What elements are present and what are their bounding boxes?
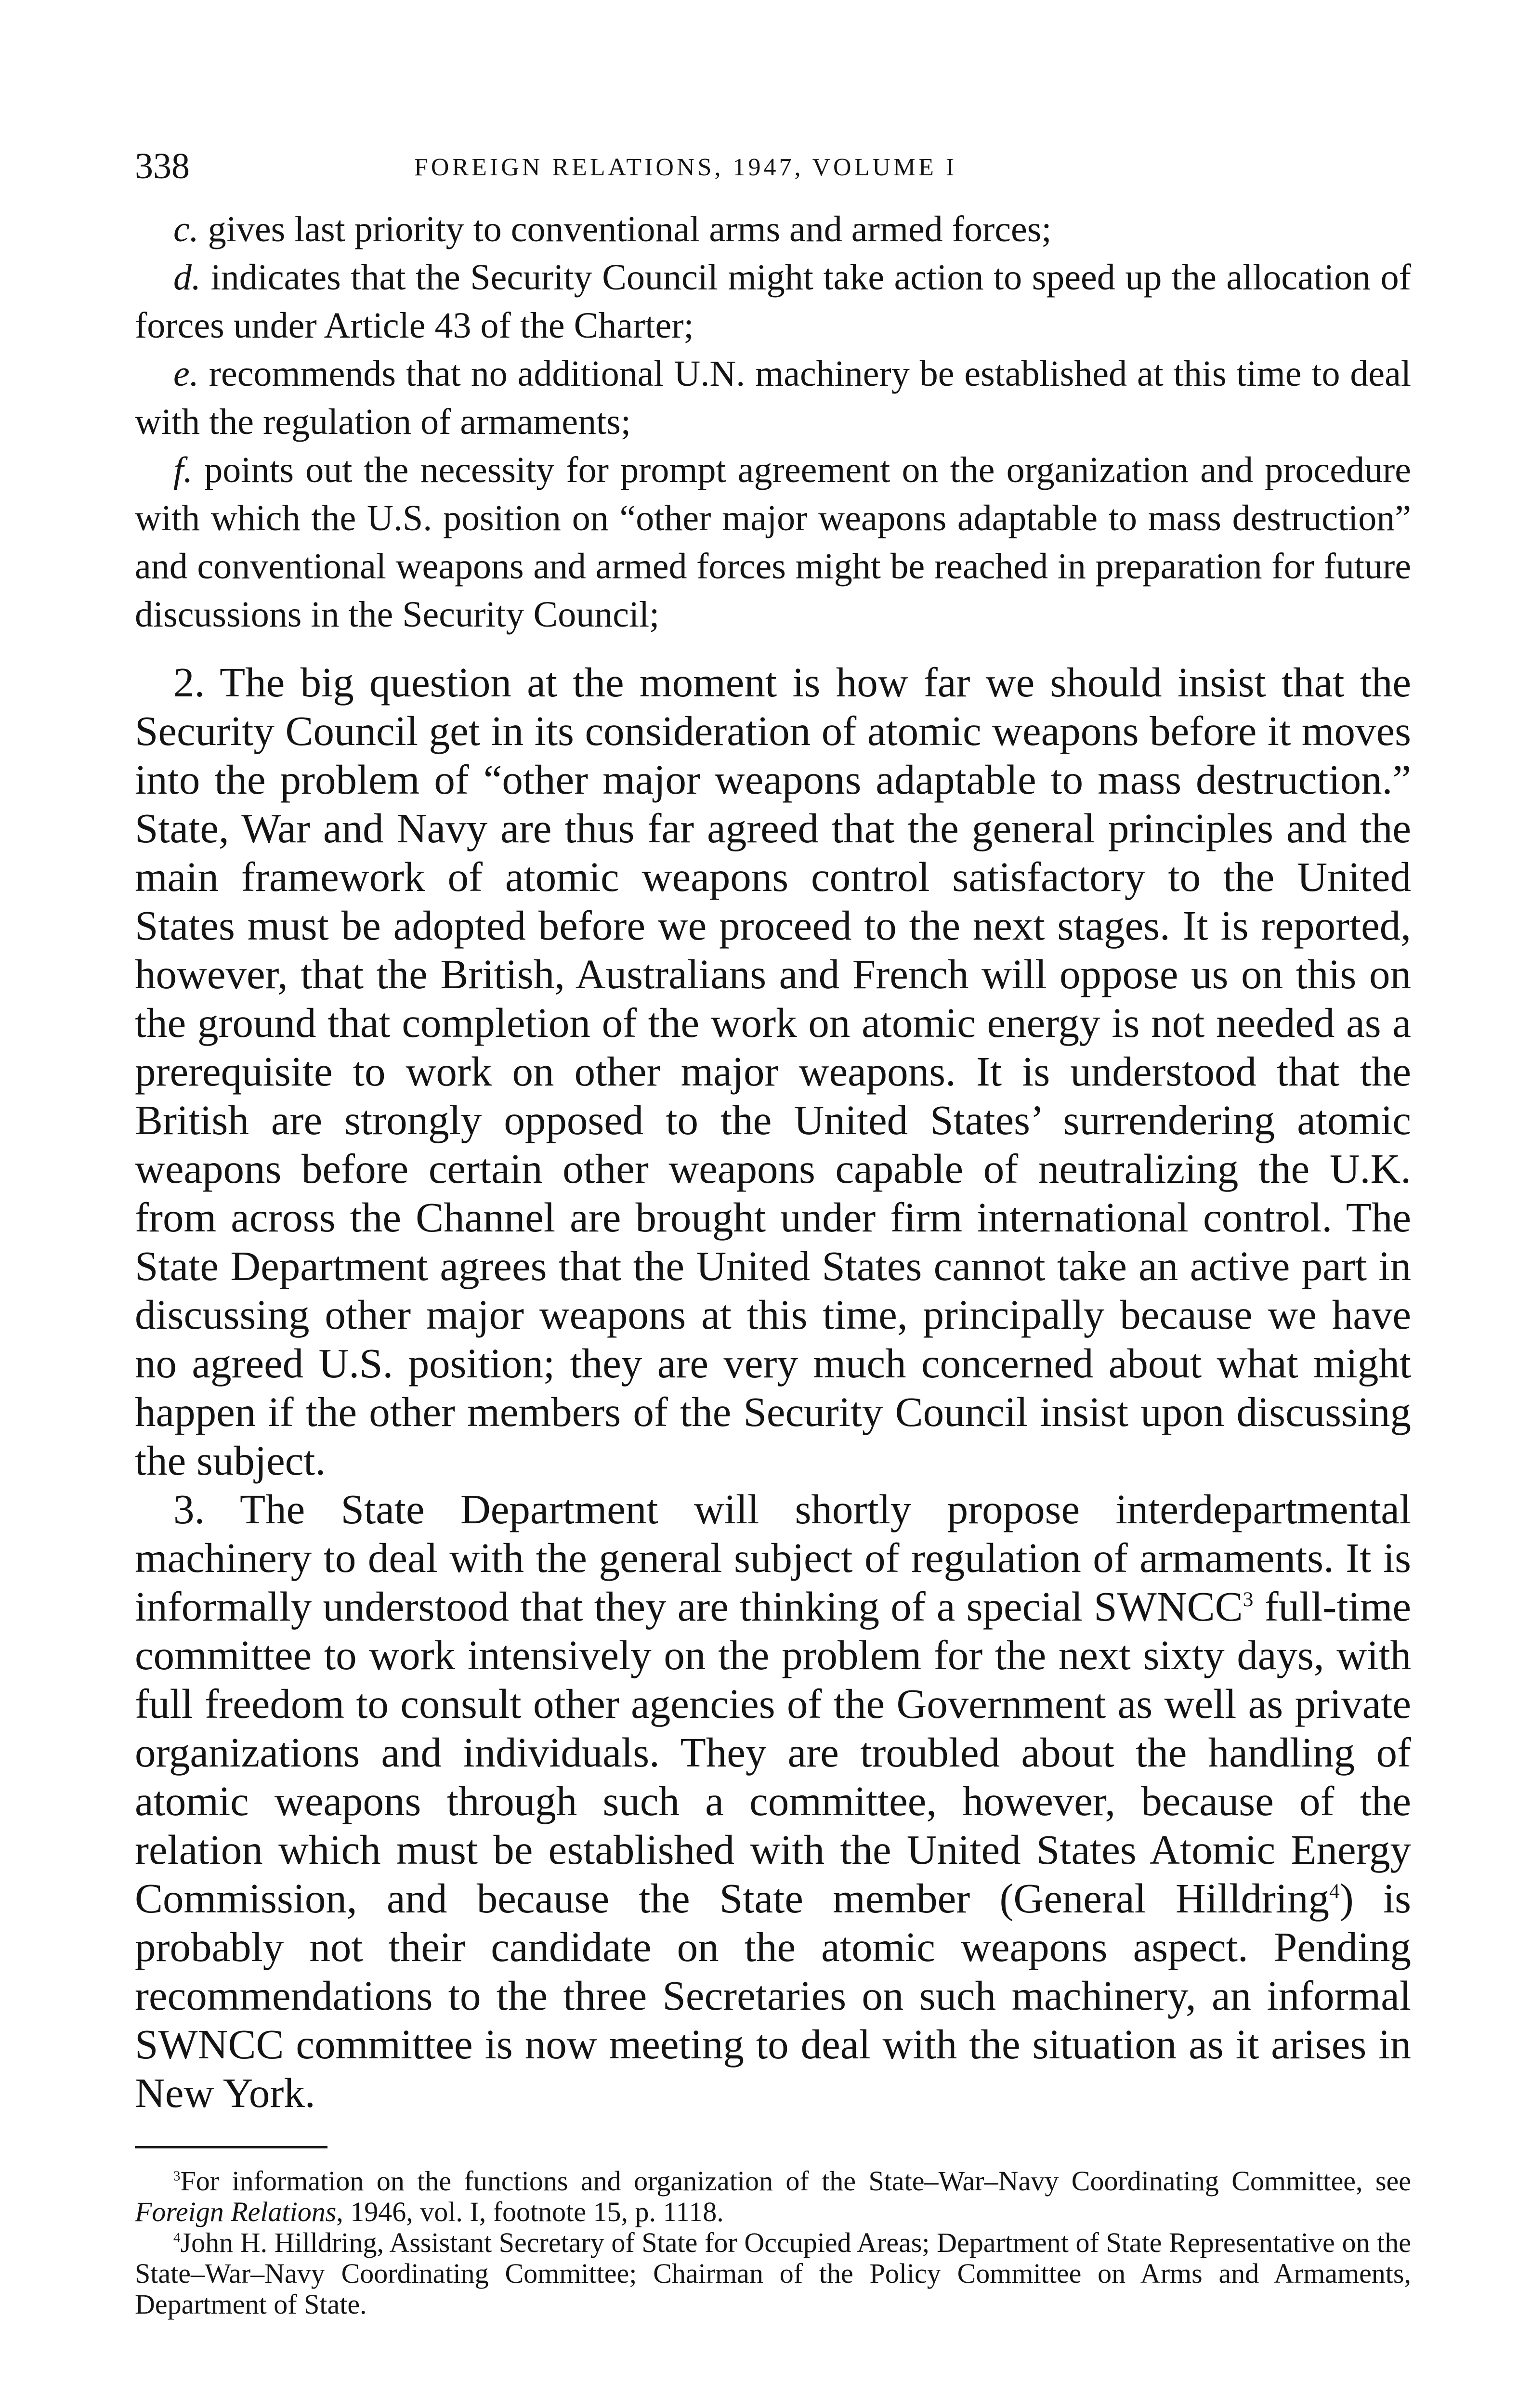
list-item-letter: c. <box>173 209 199 249</box>
list-item-text: indicates that the Security Council might take action to speed up the allocation of forces under Article 43 of the Charter; <box>135 257 1411 346</box>
footnote-ref-4[interactable]: 4 <box>1329 1880 1340 1903</box>
paragraph-3-text: 3. The State Department will shortly propose interdepartmental machinery to deal with the general subject of regulation of armaments. It is informally understood that they are thinking of a special SWNCC <box>135 1486 1411 1630</box>
footnote-marker: 3 <box>173 2168 181 2184</box>
list-item-text: gives last priority to conventional arms and armed forces; <box>198 209 1052 249</box>
list-item-letter: d. <box>173 257 201 298</box>
paragraph-3-text: full-time committee to work intensively on the problem for the next sixty days, with full freedom to consult other agencies of the Government as well as private organizations and individuals. They are troubled about the handling of atomic weapons through such a committee, however, because of the relation which must be established with the United States Atomic Energy Commission, and because the State member (General Hilldring <box>135 1583 1411 1922</box>
footnote-3 <box>135 2166 1411 2227</box>
paragraph-3-text: ) is probably not their candidate on the atomic weapons aspect. Pending recommendations to the three Secretaries on such machinery, an informal SWNCC committee is now meeting to deal with the situation as it arises in New York. <box>135 1875 1412 2116</box>
page <box>135 144 1411 2320</box>
list-item-text: points out the necessity for prompt agreement on the organization and procedure with which the U.S. position on “other major weapons adaptable to mass destruction” and conventional weapons and armed forces might be reached in preparation for future discussions in the Security Council; <box>135 450 1411 635</box>
paragraph-3 <box>135 1485 1411 2117</box>
paragraph-2: 2. The big question at the moment is how far we should insist that the Security Council get in its consideration of atomic weapons before it moves into the problem of “other major weapons adaptable to mass destruction.” State, War and Navy are thus far agreed that the general principles and the main framework of atomic weapons control satisfactory to the United States must be adopted before we proceed to the next stages. It is reported, however, that the British, Australians and French will oppose us on this on the ground that completion of the work on atomic energy is not needed as a prerequisite to work on other major weapons. It is understood that the British are strongly opposed to the United States’ surrendering atomic weapons before certain other weapons capable of neutralizing the U.K. from across the Channel are brought under firm international control. The State Department agrees that the United States cannot take an active part in discussing other major weapons at this time, principally because we have no agreed U.S. position; they are very much concerned about what might happen if the other members of the Security Council insist upon discussing the subject. <box>135 659 1411 1484</box>
footnote-marker: 4 <box>173 2230 181 2246</box>
list-item-f <box>135 446 1411 639</box>
list-item-text: recommends that no additional U.N. machinery be established at this time to deal with the regulation of armaments; <box>135 353 1411 442</box>
footnote-text: John H. Hilldring, Assistant Secretary of State for Occupied Areas; Department of State Representative on the State–War–Navy Coordinating Committee; Chairman of the Policy Committee on Arms and Armaments, Department of State. <box>135 2227 1411 2320</box>
list-item-d <box>135 253 1411 350</box>
list-item-c <box>135 205 1411 253</box>
list-item-letter: e. <box>173 353 199 394</box>
footnote-ref-3[interactable]: 3 <box>1243 1588 1254 1611</box>
running-head <box>135 144 1411 188</box>
footnote-divider <box>135 2146 327 2148</box>
list-item-e <box>135 350 1411 446</box>
page-number: 338 <box>135 146 190 186</box>
footnote-text: , 1946, vol. I, footnote 15, p. 1118. <box>336 2196 724 2227</box>
list-item-letter: f. <box>173 450 193 490</box>
header-title: FOREIGN RELATIONS, 1947, VOLUME I <box>414 154 957 181</box>
footnote-text: For information on the functions and organization of the State–War–Navy Coordinating Committee, see <box>180 2165 1411 2197</box>
footnote-citation-title: Foreign Relations <box>135 2196 337 2227</box>
footnote-4 <box>135 2227 1411 2320</box>
